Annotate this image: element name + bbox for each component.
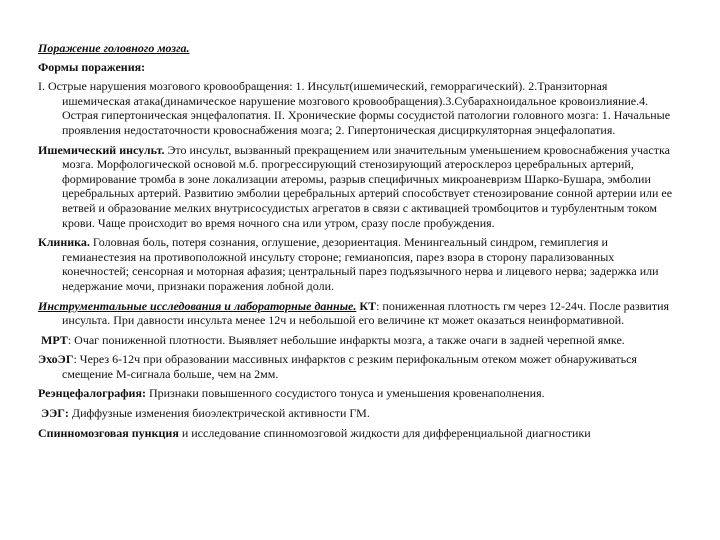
instrumental-paragraph <box>38 299 678 328</box>
echo-label: ЭхоЭГ <box>38 352 74 367</box>
clinic-text: Головная боль, потеря сознания, оглушение, дезориентация. Менингеальный синдром, гемиплегия и гемианестезия на противоположной инсульту стороне; гемианопсия, парез взора в сторону парализованных конечностей; сенсорная и моторная афазия; центральный парез подъязычного нерва и лицевого нерва; задержка или недержание мочи, признаки поражения лобной доли. <box>62 235 659 293</box>
reo-text: Признаки повышенного сосудистого тонуса и уменьшения кровенаполнения. <box>145 386 545 401</box>
document-title: Поражение головного мозга. <box>38 41 190 55</box>
mrt-paragraph <box>38 333 678 348</box>
clinic-label: Клиника. <box>38 235 90 250</box>
instrumental-text: : пониженная плотность гм через 12-24ч. После развития инсульта. При давности инсульта менее 12ч и небольшой его величине кт может оказаться неинформативной. <box>62 298 670 328</box>
eeg-label: ЭЭГ: <box>41 406 69 421</box>
clinic-paragraph <box>38 235 678 293</box>
eeg-paragraph <box>38 406 678 421</box>
mrt-label: МРТ <box>41 332 68 347</box>
kt-label: КТ <box>359 298 377 313</box>
forms-label-text: Формы поражения: <box>38 59 146 74</box>
mrt-text: : Очаг пониженной плотности. Выявляет небольшие инфаркты мозга, а также очаги в задней черепной ямке. <box>67 332 625 347</box>
puncture-label: Спинномозговая пункция <box>38 425 179 440</box>
reo-label: Реэнцефалография: <box>38 386 146 401</box>
ischemic-stroke-paragraph <box>38 143 678 231</box>
echo-text: : Через 6-12ч при образовании массивных инфарктов с резким перифокальным отеком может обнаруживаться смещение М-сигнала больше, чем на 2мм. <box>62 352 637 381</box>
instrumental-label: Инструментальные исследования и лабораторные данные. <box>38 298 357 313</box>
forms-paragraph: I. Острые нарушения мозгового кровообращения: 1. Инсульт(ишемический, геморрагический). 2.Транзиторная ишемическая атака(динамическое нарушение мозгового кровообращения).3.Субарахноидальное кровоизлияние.4. Острая гипертоническая энцефалопатия. II. Хронические формы сосудистой патологии головного мозга: 1. Начальные проявления недостаточности кровоснабжения мозга; 2. Гипертоническая дисциркуляторная энцефалопатия. <box>38 79 671 137</box>
reo-paragraph <box>38 386 678 401</box>
forms-label <box>38 60 678 75</box>
ischemic-stroke-text: Это инсульт, вызванный прекращением или значительным уменьшением кровоснабжения участка мозга. Морфологической основой м.б. прогрессирующий стенозирующий атеросклероз церебральных артерий, формирование тромба в зоне локализации атеромы, разрыв специфичных микроаневризм Шарко-Бушара, эмболии церебральных артерий. Развитию эмболии церебральных артерий способствует стенозирование сонной артерии или ее ветвей и образование мелких внутрисосудистых агрегатов в связи с активацией тромбоцитов и турбулентным током крови. Чаще происходит во время ночного сна или утром, сразу после пробуждения. <box>62 142 673 230</box>
puncture-text: и исследование спинномозговой жидкости для дифференциальной диагностики <box>178 425 591 440</box>
eeg-text: Диффузные изменения биоэлектрической активности ГМ. <box>68 406 370 421</box>
echo-paragraph <box>38 352 678 381</box>
ischemic-stroke-label: Ишемический инсульт. <box>38 142 165 157</box>
puncture-paragraph <box>38 426 678 441</box>
document-page <box>38 41 678 445</box>
